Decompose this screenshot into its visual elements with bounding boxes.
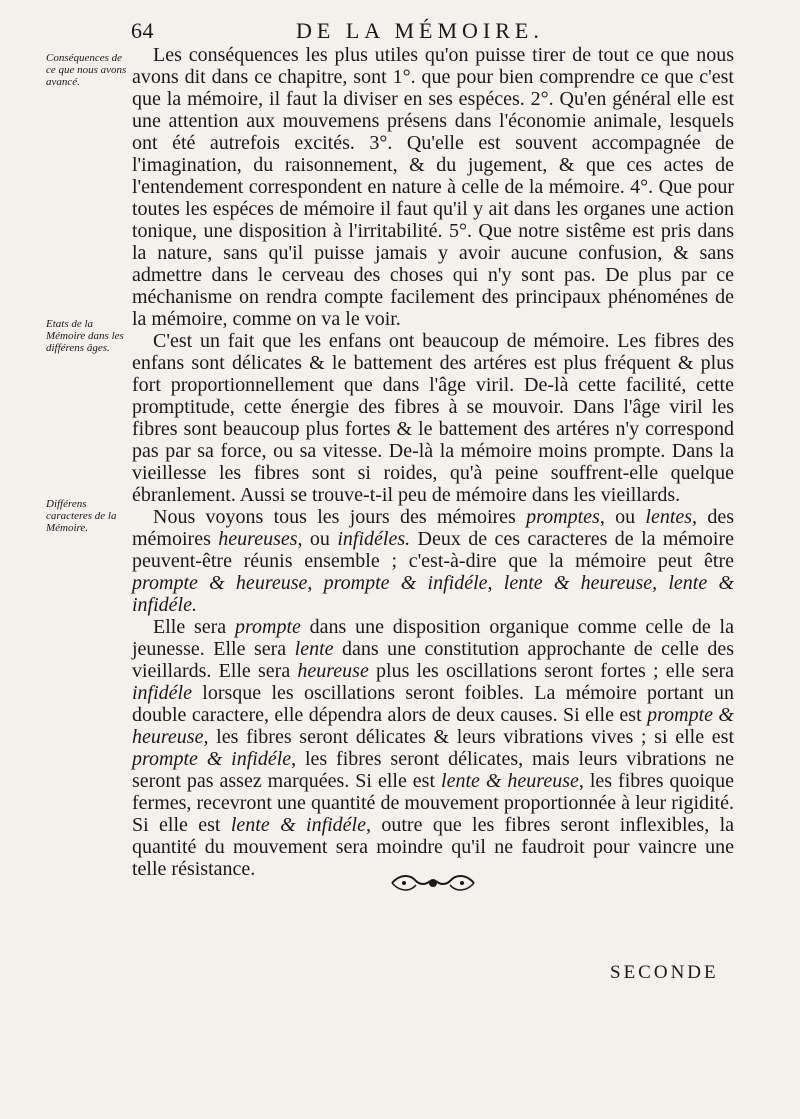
- paragraph-ages: C'est un fait que les enfans ont beaucoup de mémoire. Les fibres des enfans sont délicates & le battement des artéres est plus fréquent & plus fort proportionnellement que dans l'âge viril. De-là cette facilité, cette promptitude, cette énergie des fibres à se mouvoir. Dans l'âge viril les fibres sont beaucoup plus fortes & le battement des artéres n'y correspond pas par sa force, ou sa vitesse. De-là la mémoire moins prompte. Dans la vieillesse les fibres sont si roides, qu'à peine souffrent-elle quelque ébranlement. Aussi se trouve-t-il peu de mémoire dans les vieillards.: [132, 330, 734, 506]
- running-title: DE LA MÉMOIRE.: [296, 18, 544, 43]
- margin-note-ages: Etats de la Mémoire dans les différens âges.: [46, 318, 124, 354]
- paragraph-causes: Elle sera prompte dans une disposition organique comme celle de la jeunesse. Elle sera lente dans une constitution approchante de celle des vieillards. Elle sera heureuse plus les oscillations seront fortes ; elle sera infidéle lorsque les oscillations seront foibles. La mémoire portant un double caractere, elle dépendra alors de deux causes. Si elle est prompte & heureuse, les fibres seront délicates & leurs vibrations vives ; si elle est prompte & infidéle, les fibres seront délicates, mais leurs vibrations ne seront pas assez marquées. Si elle est lente & heureuse, les fibres quoique fermes, recevront une quantité de mouvement proportionnée à leur rigidité. Si elle est lente & infidéle, outre que les fibres seront inflexibles, la quantité du mouvement sera moindre qu'il ne faudroit pour vaincre une telle résistance.: [132, 616, 735, 880]
- margin-note-consequences: Conséquences de ce que nous avons avancé.: [46, 52, 127, 88]
- paragraph-consequences: Les conséquences les plus utiles qu'on puisse tirer de tout ce que nous avons dit dans ce chapitre, sont 1°. que pour bien comprendre ce que c'est que la mémoire, il faut la diviser en ses espéces. 2°. Qu'en général elle est une attention aux mouvemens présens dans l'économie animale, lesquels ont été autrefois excités. 3°. Qu'elle est souvent accompagnée de l'imagination, du raisonnement, & du jugement, & que ces actes de l'entendement correspondent en nature à celle de la mémoire. 4°. Que pour toutes les espéces de mémoire il faut qu'il y ait dans les organes une action tonique, une disposition à l'irritabilité. 5°. Que notre sistême est pris dans la nature, sans qu'il puisse jamais y avoir aucune confusion, & sans admettre dans le cerveau des choses qui n'y sont pas. De plus par ce méchanisme on rendra compte facilement des principaux phénoménes de la mémoire, comme on va le voir.: [132, 44, 734, 330]
- catchword: SECONDE: [610, 962, 719, 983]
- page-number: 64: [131, 18, 154, 43]
- paragraph-types: Nous voyons tous les jours des mémoires promptes, ou lentes, des mémoires heureuses, ou infidéles. Deux de ces caracteres de la mémoire peuvent-être réunis ensemble ; c'est-à-dire que la mémoire peut être prompte & heureuse, prompte & infidéle, lente & heureuse, lente & infidéle.: [132, 506, 734, 616]
- margin-note-caracteres: Différens caracteres de la Mémoire.: [46, 498, 117, 534]
- fleuron-ornament-icon: [388, 872, 478, 894]
- main-text: [132, 44, 734, 880]
